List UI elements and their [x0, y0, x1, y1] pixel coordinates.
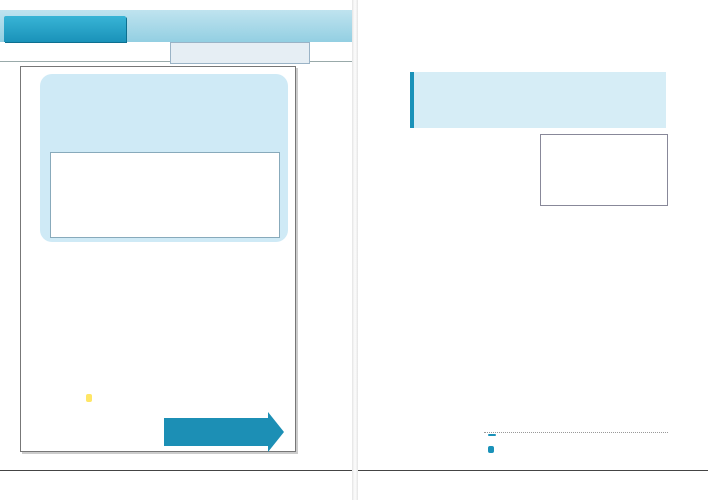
review-label	[86, 394, 92, 402]
nomogram	[540, 214, 668, 366]
right-footer	[358, 470, 708, 484]
point-box	[484, 432, 668, 456]
point-badge	[488, 434, 496, 436]
step-box	[410, 72, 666, 128]
case-title	[170, 42, 310, 64]
right-review-ref	[488, 446, 498, 453]
book-gutter	[352, 0, 358, 500]
arrow-right-icon	[268, 412, 284, 452]
left-footer	[0, 470, 352, 484]
header-tab	[4, 16, 126, 42]
review-ref	[86, 394, 96, 402]
patient-history	[50, 152, 280, 238]
right-review-label	[488, 446, 494, 453]
next-page-arrow	[164, 418, 268, 446]
header-band	[0, 10, 352, 42]
pico-table	[540, 134, 668, 206]
